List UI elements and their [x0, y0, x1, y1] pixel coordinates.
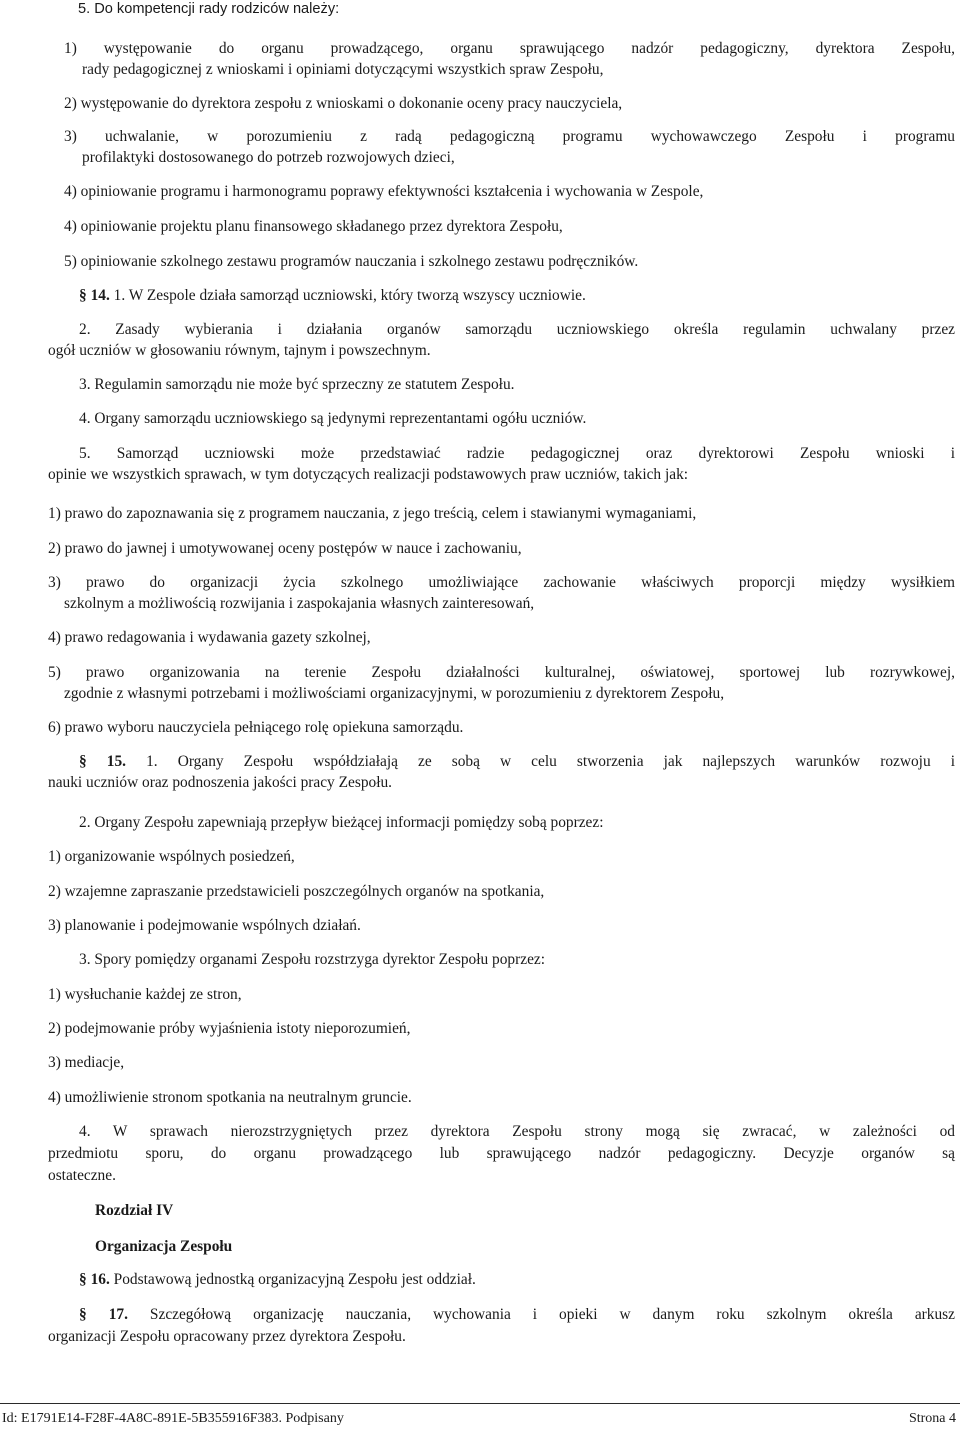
section-number: 14. [90, 287, 110, 304]
list-item-line: 2) wzajemne zapraszanie przedstawicieli poszczególnych organów na spotkania, [48, 883, 545, 900]
list-item-line: 2) prawo do jawnej i umotywowanej oceny postępów w nauce i zachowaniu, [48, 540, 522, 557]
paragraph-line: 3. Regulamin samorządu nie może być sprzeczny ze statutem Zespołu. [79, 376, 515, 393]
paragraph-line: 3. Spory pomiędzy organami Zespołu rozstrzyga dyrektor Zespołu poprzez: [79, 951, 546, 968]
page-number: Strona 4 [908, 1411, 956, 1426]
list-item-line: profilaktyki dostosowanego do potrzeb rozwojowych dzieci, [82, 149, 455, 166]
list-item-line: rady pedagogicznej z wnioskami i opiniami dotyczącymi wszystkich spraw Zespołu, [82, 61, 604, 78]
paragraph-line: 2. Organy Zespołu zapewniają przepływ bieżącej informacji pomiędzy sobą poprzez: [79, 814, 604, 831]
paragraph-line: opinie we wszystkich sprawach, w tym dotyczących realizacji podstawowych praw uczniów, takich jak: [48, 466, 689, 483]
list-item-line: 1) występowanie do organu prowadzącego, organu sprawującego nadzór pedagogiczny, dyrektora Zespołu, [64, 40, 955, 57]
list-item-line: 4) umożliwienie stronom spotkania na neutralnym gruncie. [48, 1089, 412, 1106]
paragraph-line: nauki uczniów oraz podnoszenia jakości pracy Zespołu. [48, 774, 393, 791]
paragraph-line: 4. Organy samorządu uczniowskiego są jedynymi reprezentantami ogółu uczniów. [79, 410, 587, 427]
chapter-heading: Rozdział IV [95, 1202, 174, 1219]
footer-divider [0, 1403, 960, 1404]
section-text: Podstawową jednostką organizacyjną Zespołu jest oddział. [113, 1271, 476, 1288]
paragraph-line: 4. W sprawach nierozstrzygniętych przez dyrektora Zespołu strony mogą się zwracać, w zależności od [79, 1123, 955, 1140]
paragraph-line: ostateczne. [48, 1167, 116, 1184]
paragraph-line: przedmiotu sporu, do organu prowadzącego lub sprawującego nadzór pedagogiczny. Decyzje organów są [48, 1145, 955, 1162]
paragraph-line: 2. Zasady wybierania i działania organów samorządu uczniowskiego określa regulamin uchwalany przez [79, 321, 955, 338]
list-item-line: 4) prawo redagowania i wydawania gazety szkolnej, [48, 629, 371, 646]
section-mark: § [79, 287, 87, 304]
chapter-title: Organizacja Zespołu [95, 1238, 233, 1255]
section-17 [79, 1306, 955, 1324]
section-text: Szczegółową organizację nauczania, wychowania i opieki w danym roku szkolnym określa arkusz [149, 1306, 955, 1323]
section-number: 15. [106, 753, 127, 770]
section-mark: § [79, 1306, 87, 1323]
section-15 [79, 753, 955, 771]
list-item-line: 2) podejmowanie próby wyjaśnienia istoty nieporozumień, [48, 1020, 411, 1037]
list-item-line: 5) opiniowanie szkolnego zestawu programów nauczania i szkolnego zestawu podręczników. [64, 253, 639, 270]
section-mark: § [79, 1271, 87, 1288]
section-mark: § [79, 753, 87, 770]
section-16 [79, 1271, 476, 1289]
list-item-line: 2) występowanie do dyrektora zespołu z wnioskami o dokonanie oceny pracy nauczyciela, [64, 95, 623, 112]
list-item-line: 1) prawo do zapoznawania się z programem nauczania, z jego treścią, celem i stawianymi wymaganiami, [48, 505, 697, 522]
paragraph-line: ogół uczniów w głosowaniu równym, tajnym i powszechnym. [48, 342, 431, 359]
list-item-line: zgodnie z własnymi potrzebami i możliwościami organizacyjnymi, w porozumieniu z dyrektorem Zespołu, [64, 685, 725, 702]
list-item-line: 5) prawo organizowania na terenie Zespołu działalności kulturalnej, oświatowej, sportowej lub rozrywkowej, [48, 664, 955, 681]
list-item-line: 3) prawo do organizacji życia szkolnego umożliwiające zachowanie właściwych proporcji między wysiłkiem [48, 574, 955, 591]
list-item-line: 3) mediacje, [48, 1054, 125, 1071]
document-id: Id: E1791E14-F28F-4A8C-891E-5B355916F383. Podpisany [2, 1411, 344, 1426]
section-number: 17. [108, 1306, 128, 1323]
list-item-line: 1) organizowanie wspólnych posiedzeń, [48, 848, 295, 865]
list-item-line: 1) wysłuchanie każdej ze stron, [48, 986, 242, 1003]
section-number: 16. [90, 1271, 110, 1288]
list-item-line: szkolnym a możliwością rozwijania i zaspokajania własnych zainteresowań, [64, 595, 535, 612]
paragraph-line: organizacji Zespołu opracowany przez dyrektora Zespołu. [48, 1328, 406, 1345]
list-item-line: 4) opiniowanie projektu planu finansowego składanego przez dyrektora Zespołu, [64, 218, 563, 235]
section-text: 1. Organy Zespołu współdziałają ze sobą w celu stworzenia jak najlepszych warunków rozwoju i [146, 753, 955, 770]
list-item-line: 4) opiniowanie programu i harmonogramu poprawy efektywności kształcenia i wychowania w Zespole, [64, 183, 704, 200]
list-item-line: 6) prawo wyboru nauczyciela pełniącego rolę opiekuna samorządu. [48, 719, 464, 736]
paragraph-line: 5. Samorząd uczniowski może przedstawiać radzie pedagogicznej oraz dyrektorowi Zespołu wnioski i [79, 445, 955, 462]
list-item-line: 3) planowanie i podejmowanie wspólnych działań. [48, 917, 361, 934]
list-item-line: 3) uchwalanie, w porozumieniu z radą pedagogiczną programu wychowawczego Zespołu i programu [64, 128, 955, 145]
paragraph-line: 5. Do kompetencji rady rodziców należy: [78, 1, 340, 17]
section-14 [79, 287, 586, 305]
section-text: 1. W Zespole działa samorząd uczniowski, który tworzą wszyscy uczniowie. [113, 287, 586, 304]
